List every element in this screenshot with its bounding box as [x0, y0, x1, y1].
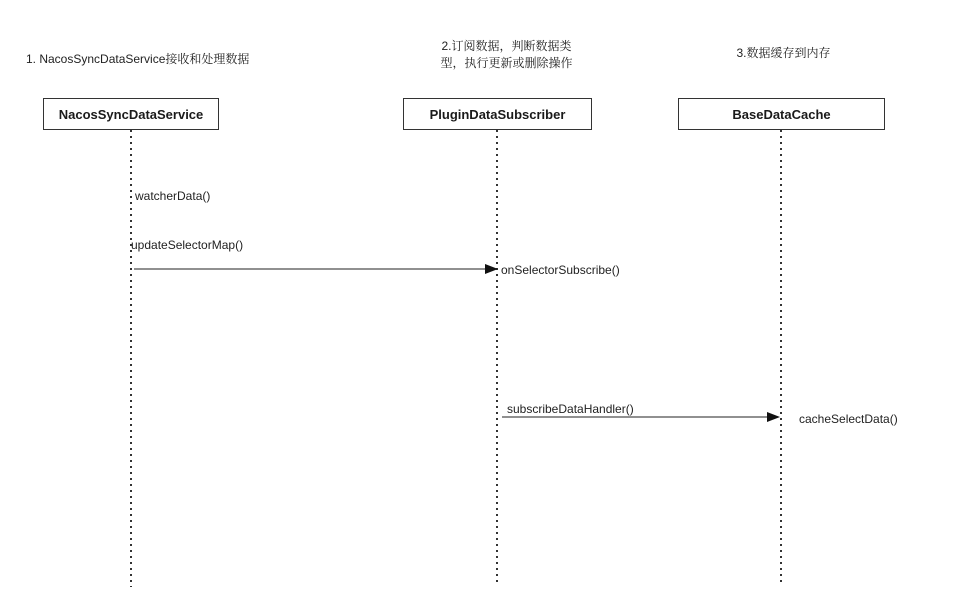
message-update-selector-map: updateSelectorMap() — [131, 238, 244, 252]
participant-base-data-cache — [678, 98, 885, 130]
step-note-2 — [424, 38, 589, 72]
message-cache-select-data: cacheSelectData() — [799, 412, 898, 426]
message-on-selector-subscribe: onSelectorSubscribe() — [501, 263, 620, 277]
participant-label: BaseDataCache — [732, 106, 831, 122]
message-subscribe-data-handler: subscribeDataHandler() — [507, 402, 634, 416]
participant-label: NacosSyncDataService — [58, 106, 204, 122]
step-note-2-line-2: 型，执行更新或删除操作 — [440, 56, 573, 70]
message-watcher-data: watcherData() — [135, 189, 211, 203]
participant-plugin-data-subscriber — [403, 98, 592, 130]
step-note-2-line-1: 2.订阅数据，判断数据类 — [441, 39, 572, 53]
arrowhead-update-to-plugin — [485, 264, 498, 274]
participant-label: PluginDataSubscriber — [429, 106, 566, 122]
step-note-1: 1. NacosSyncDataService接收和处理数据 — [26, 52, 250, 66]
arrowhead-plugin-to-cache — [767, 412, 780, 422]
step-note-3: 3.数据缓存到内存 — [736, 46, 831, 60]
participant-nacos-sync-data-service — [43, 98, 219, 130]
